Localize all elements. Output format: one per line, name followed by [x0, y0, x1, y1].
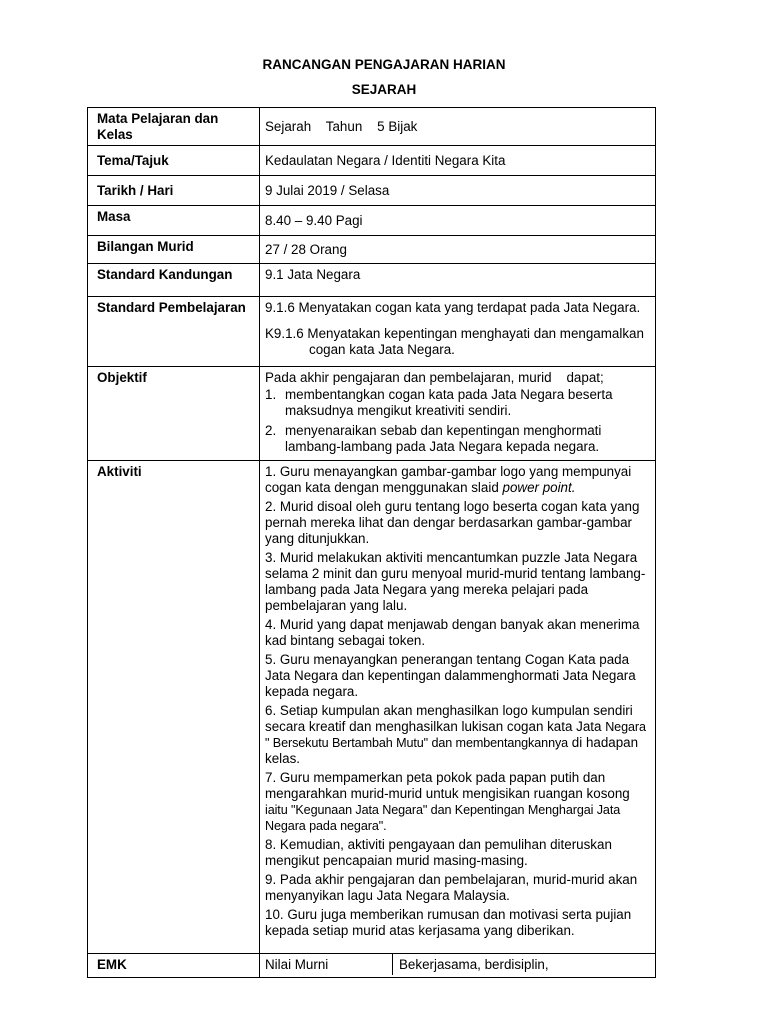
sp-line-1: 9.1.6 Menyatakan cogan kata yang terdapat pada Jata Negara.: [265, 300, 641, 315]
table-row: [88, 367, 656, 461]
row-label-standard-kandungan: Standard Kandungan: [88, 264, 260, 297]
row-value-mata-pelajaran: Sejarah Tahun 5 Bijak: [260, 108, 656, 146]
row-value-bilangan: 27 / 28 Orang: [260, 236, 656, 264]
activity-item: 6. Setiap kumpulan akan menghasilkan logo kumpulan sendiri secara kreatif dan menghasilkan lukisan cogan kata Jata Negara " Bersekutu Bertambah Mutu" dan membentangkannya di hadapan kelas.: [265, 703, 646, 766]
emk-value-detail: Bekerjasama, berdisiplin,: [399, 957, 549, 972]
table-row: [88, 264, 656, 297]
table-row: [88, 146, 656, 176]
activity-item: 2. Murid disoal oleh guru tentang logo beserta cogan kata yang pernah mereka lihat dan dengar berdasarkan gambar-gambar yang ditunjukkan.: [265, 499, 640, 546]
table-row: [88, 206, 656, 236]
list-item: [265, 387, 649, 419]
row-value-aktiviti: [260, 461, 656, 954]
row-value-objektif: [260, 367, 656, 461]
activity-item: 1. Guru menayangkan gambar-gambar logo yang mempunyai cogan kata dengan menggunakan slaid power point.: [265, 464, 632, 495]
list-item: [265, 423, 649, 455]
row-label-emk: EMK: [88, 954, 260, 978]
activity-item: 4. Murid yang dapat menjawab dengan banyak akan menerima kad bintang sebagai token.: [265, 617, 640, 648]
objektif-intro: Pada akhir pengajaran dan pembelajaran, murid dapat;: [265, 370, 604, 385]
table-row: [88, 461, 656, 954]
row-label-aktiviti: Aktiviti: [88, 461, 260, 954]
list-text: membentangkan cogan kata pada Jata Negara beserta maksudnya mengikut kreativiti sendiri.: [285, 387, 613, 418]
lesson-plan-table: [87, 107, 656, 978]
list-text: menyenaraikan sebab dan kepentingan menghormati lambang-lambang pada Jata Negara kepada negara.: [285, 423, 602, 454]
row-value-tema: Kedaulatan Negara / Identiti Negara Kita: [260, 146, 656, 176]
table-row: [88, 236, 656, 264]
row-label-objektif: Objektif: [88, 367, 260, 461]
row-label-bilangan: Bilangan Murid: [88, 236, 260, 264]
row-label-mata-pelajaran: Mata Pelajaran dan Kelas: [88, 108, 260, 146]
row-label-tema: Tema/Tajuk: [88, 146, 260, 176]
activity-item: 5. Guru menayangkan penerangan tentang Cogan Kata pada Jata Negara dan kepentingan dalammenghormati Jata Negara kepada negara.: [265, 652, 636, 699]
row-value-emk: [260, 954, 656, 978]
row-value-masa: 8.40 – 9.40 Pagi: [260, 206, 656, 236]
row-value-standard-kandungan: 9.1 Jata Negara: [260, 264, 656, 297]
row-label-standard-pembelajaran: Standard Pembelajaran: [88, 297, 260, 367]
table-row: [88, 954, 656, 978]
table-row: [88, 108, 656, 146]
list-number: 1.: [265, 387, 277, 402]
table-row: [88, 297, 656, 367]
activity-item: 3. Murid melakukan aktiviti mencantumkan puzzle Jata Negara selama 2 minit dan guru menyoal murid-murid tentang lambang-lambang pada Jata Negara yang mereka pelajari pada pembelajaran yang lalu.: [265, 550, 646, 613]
row-label-masa: Masa: [88, 206, 260, 236]
row-label-tarikh: Tarikh / Hari: [88, 176, 260, 206]
list-number: 2.: [265, 423, 277, 438]
sp-line-2: K9.1.6 Menyatakan kepentingan menghayati dan mengamalkan cogan kata Jata Negara.: [265, 326, 644, 357]
activity-item: 8. Kemudian, aktiviti pengayaan dan pemulihan diteruskan mengikut pencapaian murid masing-masing.: [265, 837, 612, 868]
activity-item: 10. Guru juga memberikan rumusan dan motivasi serta pujian kepada setiap murid atas kerjasama yang diberikan.: [265, 907, 632, 938]
table-row: [88, 176, 656, 206]
row-value-standard-pembelajaran: [260, 297, 656, 367]
activity-item: 9. Pada akhir pengajaran dan pembelajaran, murid-murid akan menyanyikan lagu Jata Negara Malaysia.: [265, 872, 638, 903]
page-subtitle: SEJARAH: [351, 82, 417, 97]
emk-value-nilai: Nilai Murni: [260, 954, 393, 975]
activity-item: 7. Guru mempamerkan peta pokok pada papan putih dan mengarahkan murid-murid untuk mengisikan ruangan kosong iaitu "Kegunaan Jata Negara" dan Kepentingan Menghargai Jata Negara pada negara".: [265, 770, 630, 833]
page-title: RANCANGAN PENGAJARAN HARIAN: [262, 57, 506, 72]
row-value-tarikh: 9 Julai 2019 / Selasa: [260, 176, 656, 206]
